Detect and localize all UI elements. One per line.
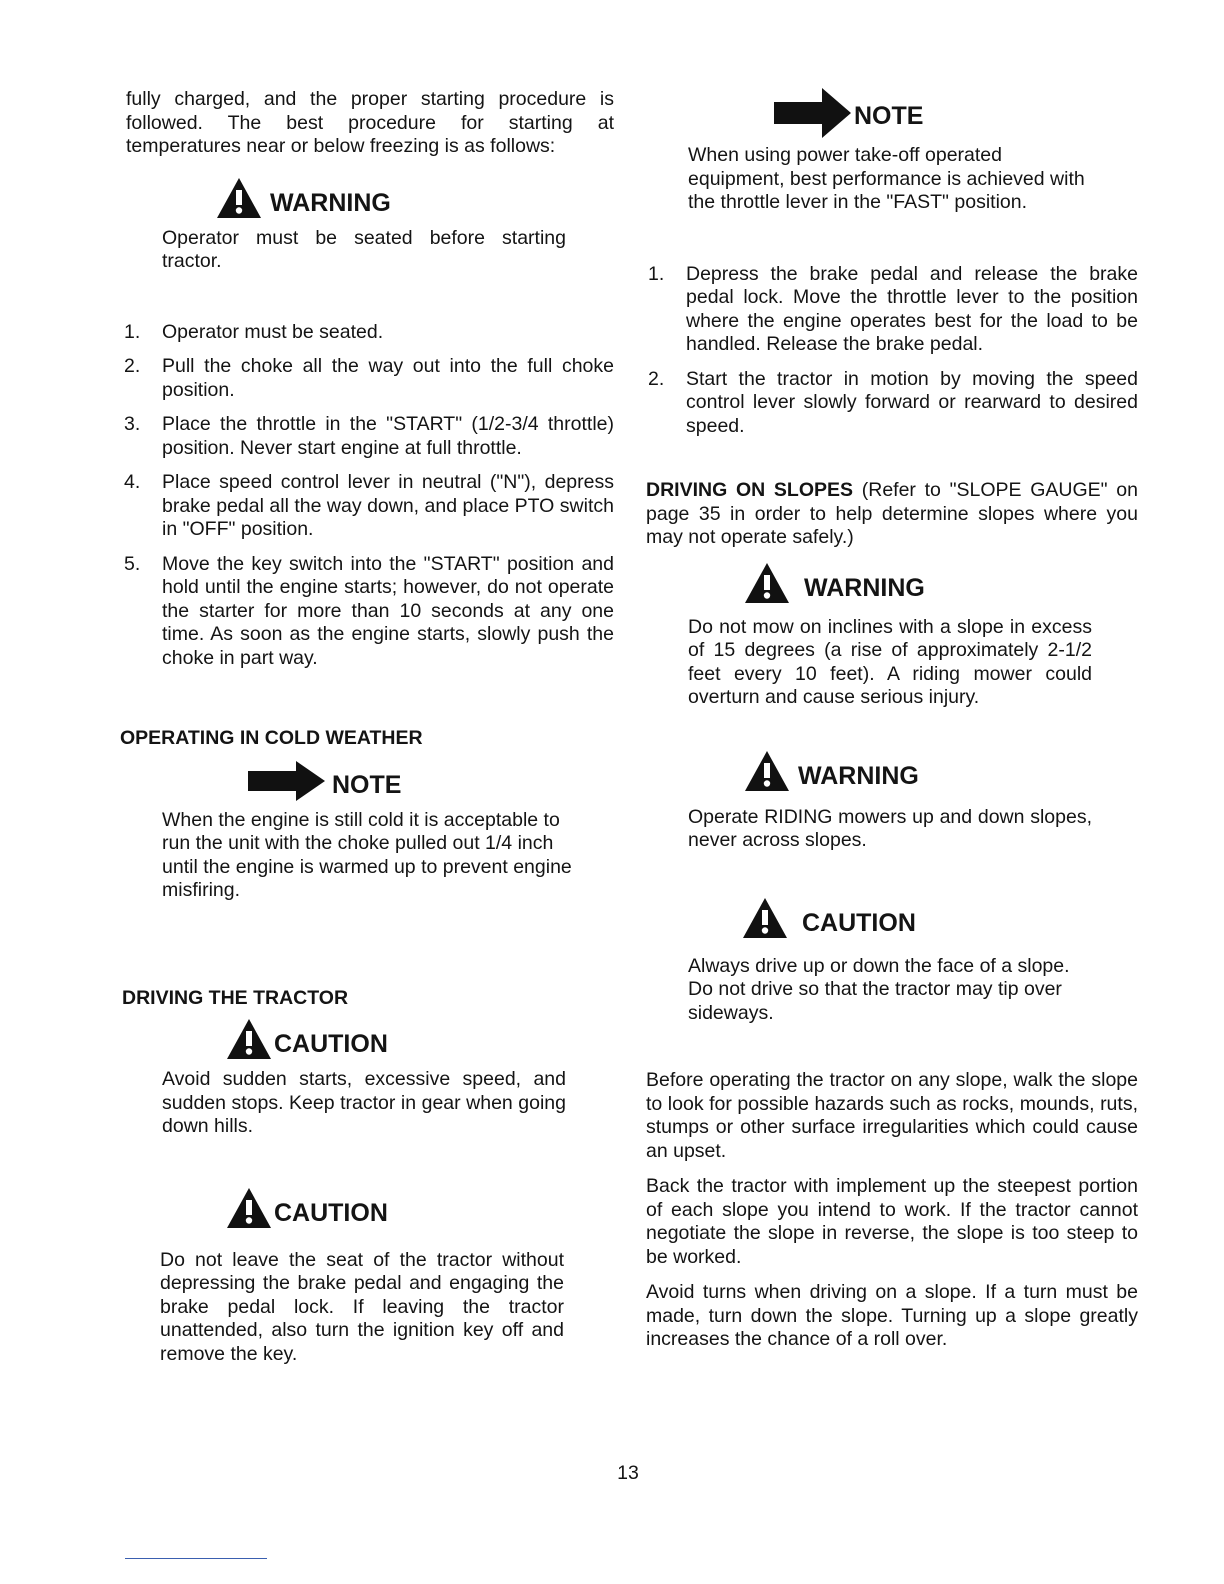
slope-paragraph: Before operating the tractor on any slope, walk the slope to look for possible hazards such as rocks, mounds, ruts, stumps or other surface irregularities which could cause an upset.	[646, 1069, 1138, 1162]
caution-text: Do not leave the seat of the tractor without depressing the brake pedal and engaging the brake pedal lock. If leaving the tractor unattended, also turn the ignition key off and remove the key.	[160, 1248, 564, 1365]
warning-box-incline	[688, 562, 1138, 710]
note-arrow-icon	[774, 88, 852, 138]
warning-header	[744, 750, 1138, 792]
list-item	[646, 368, 1138, 439]
caution-text: Avoid sudden starts, excessive speed, and sudden stops. Keep tractor in gear when going down hills.	[162, 1068, 566, 1137]
step-number: 1.	[124, 320, 141, 343]
step-number: 3.	[124, 413, 141, 435]
footer-rule	[125, 1558, 267, 1559]
left-column	[122, 88, 614, 1366]
warning-text: Operate RIDING mowers up and down slopes, never across slopes.	[688, 805, 1092, 851]
note-box-cold	[162, 761, 614, 903]
caution-text: Always drive up or down the face of a slope. Do not drive so that the tractor may tip over sideways.	[688, 954, 1070, 1024]
note-header	[774, 88, 1138, 138]
list-item	[122, 413, 614, 460]
note-label: NOTE	[332, 770, 402, 799]
caution-label: CAUTION	[274, 1198, 388, 1227]
warning-header	[744, 562, 1138, 604]
caution-box-speed	[162, 1018, 614, 1139]
list-item	[122, 355, 614, 402]
step-text: Place the throttle in the "START" (1/2-3/4 throttle) position. Never start engine at full throttle.	[162, 413, 614, 459]
warning-triangle-icon	[742, 897, 788, 939]
intro-paragraph: fully charged, and the proper starting procedure is followed. The best procedure for starting at temperatures near or below freezing is as follows:	[126, 88, 614, 157]
list-item	[122, 471, 614, 542]
warning-text: Operator must be seated before starting tractor.	[162, 226, 566, 272]
step-number: 5.	[124, 552, 141, 575]
warning-triangle-icon	[216, 177, 262, 219]
slopes-intro-text: (Refer to "SLOPE GAUGE" on page 35 in order to help determine slopes where you may not operate safely.)	[646, 479, 1138, 548]
note-text: When using power take-off operated equipment, best performance is achieved with the throttle lever in the "FAST" position.	[688, 144, 1085, 213]
warning-triangle-icon	[744, 750, 790, 792]
step-number: 4.	[124, 471, 141, 493]
driving-steps	[646, 263, 1138, 439]
step-text: Move the key switch into the "START" position and hold until the engine starts; however, do not operate the starter for more than 10 seconds at any one time. As soon as the engine starts, slowly push the choke in part way.	[162, 552, 614, 669]
warning-triangle-icon	[226, 1187, 272, 1229]
warning-box-seated	[162, 177, 614, 274]
slope-paragraph: Back the tractor with implement up the steepest portion of each slope you intend to work. If the tractor cannot negotiate the slope in reverse, the slope is too steep to be worked.	[646, 1175, 1138, 1268]
caution-box-slope	[688, 897, 1138, 1026]
warning-label: WARNING	[804, 573, 925, 602]
step-text: Start the tractor in motion by moving the speed control lever slowly forward or rearward to desired speed.	[686, 367, 1138, 437]
warning-triangle-icon	[226, 1018, 272, 1060]
caution-header	[226, 1018, 614, 1060]
caution-box-seat	[160, 1187, 614, 1367]
right-column	[646, 88, 1138, 1352]
warning-header	[216, 177, 614, 219]
step-text: Pull the choke all the way out into the full choke position.	[162, 355, 614, 401]
list-item	[122, 321, 614, 345]
page-number: 13	[617, 1462, 639, 1484]
step-number: 1.	[648, 262, 665, 285]
note-text: When the engine is still cold it is acceptable to run the unit with the choke pulled out 1/4 inch until the engine is warmed up to prevent engine misfiring.	[162, 808, 572, 901]
slopes-intro	[646, 479, 1138, 550]
step-text: Operator must be seated.	[162, 320, 384, 343]
note-arrow-icon	[248, 761, 326, 801]
caution-label: CAUTION	[802, 908, 916, 937]
warning-label: WARNING	[798, 761, 919, 790]
section-heading-cold-weather: OPERATING IN COLD WEATHER	[120, 727, 423, 749]
warning-triangle-icon	[744, 562, 790, 604]
step-number: 2.	[124, 355, 141, 377]
note-box-pto	[688, 88, 1138, 215]
list-item	[122, 553, 614, 671]
caution-label: CAUTION	[274, 1030, 388, 1058]
step-text: Place speed control lever in neutral ("N"), depress brake pedal all the way down, and place PTO switch in "OFF" position.	[162, 471, 614, 540]
note-header	[248, 761, 614, 801]
caution-header	[742, 897, 1138, 939]
warning-text: Do not mow on inclines with a slope in excess of 15 degrees (a rise of approximately 2-1/2 feet every 10 feet). A riding mower could overturn and cause serious injury.	[688, 615, 1092, 708]
caution-header	[226, 1187, 614, 1229]
warning-box-riding	[688, 750, 1138, 853]
section-heading-slopes: DRIVING ON SLOPES	[646, 479, 854, 501]
note-label: NOTE	[854, 102, 924, 130]
section-heading-driving: DRIVING THE TRACTOR	[122, 986, 349, 1009]
step-text: Depress the brake pedal and release the brake pedal lock. Move the throttle lever to the position where the engine operates best for the load to be handled. Release the brake pedal.	[686, 262, 1138, 355]
step-number: 2.	[648, 367, 665, 390]
warning-label: WARNING	[270, 188, 391, 217]
starting-steps	[122, 321, 614, 671]
slope-paragraph: Avoid turns when driving on a slope. If a turn must be made, turn down the slope. Turning up a slope greatly increases the chance of a roll over.	[646, 1281, 1138, 1350]
list-item	[646, 263, 1138, 357]
